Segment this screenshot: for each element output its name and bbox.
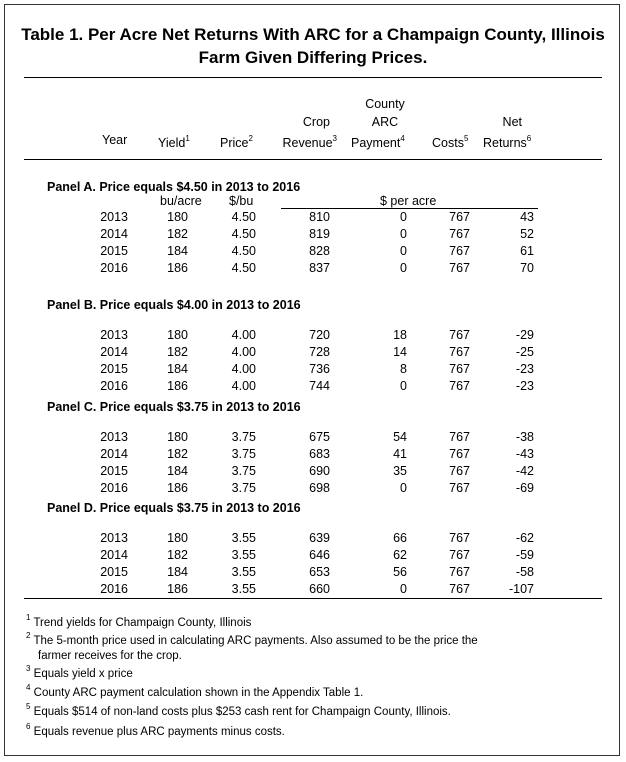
cell-yield: 186 [167,379,188,393]
table-title-line-2: Farm Given Differing Prices. [198,48,428,67]
cell-net-returns: 43 [520,210,534,224]
cell-arc-payment: 0 [400,582,407,596]
cell-year: 2013 [100,430,128,444]
cell-costs: 767 [449,464,470,478]
cell-crop-revenue: 683 [309,447,330,461]
cell-crop-revenue: 837 [309,261,330,275]
cell-net-returns: -23 [515,362,534,376]
cell-arc-payment: 56 [393,565,407,579]
cell-price: 3.55 [231,582,256,596]
cell-arc-payment: 35 [393,464,407,478]
cell-costs: 767 [449,548,470,562]
cell-arc-payment: 66 [393,531,407,545]
unit-yield: bu/acre [160,194,202,208]
panel-a-title: Panel A. Price equals $4.50 in 2013 to 2016 [47,180,301,194]
cell-costs: 767 [449,244,470,258]
cell-crop-revenue: 810 [309,210,330,224]
cell-crop-revenue: 819 [309,227,330,241]
cell-costs: 767 [449,227,470,241]
header-costs: Costs$^5$ [432,134,469,151]
header-year: Year [102,133,128,147]
cell-year: 2015 [100,464,128,478]
cell-net-returns: -42 [515,464,534,478]
footnote-1: $^1$ Trend yields for Champaign County, Illinois [26,613,252,629]
cell-price: 3.75 [231,481,256,495]
unit-per-acre: $ per acre [380,194,437,208]
cell-costs: 767 [449,210,470,224]
cell-crop-revenue: 639 [309,531,330,545]
cell-net-returns: -29 [515,328,534,342]
cell-crop-revenue: 698 [309,481,330,495]
cell-net-returns: 52 [520,227,534,241]
footnote-4: $^4$ County ARC payment calculation shown in the Appendix Table 1. [26,683,364,699]
cell-arc-payment: 0 [400,379,407,393]
cell-net-returns: 70 [520,261,534,275]
cell-net-returns: -69 [515,481,534,495]
cell-crop-revenue: 653 [309,565,330,579]
cell-costs: 767 [449,261,470,275]
footnote-5: $^5$ Equals $514 of non-land costs plus $253 cash rent for Champaign County, Illinois. [26,702,451,718]
cell-year: 2014 [100,447,128,461]
cell-yield: 186 [167,261,188,275]
cell-arc-payment: 0 [400,481,407,495]
footnote-rule [24,598,602,599]
cell-costs: 767 [449,582,470,596]
cell-yield: 182 [167,447,188,461]
cell-year: 2014 [100,548,128,562]
cell-price: 4.50 [231,261,256,275]
cell-arc-payment: 14 [393,345,407,359]
cell-costs: 767 [449,345,470,359]
cell-year: 2015 [100,565,128,579]
cell-year: 2016 [100,379,128,393]
cell-year: 2016 [100,481,128,495]
cell-arc-payment: 62 [393,548,407,562]
cell-yield: 180 [167,531,188,545]
cell-crop-revenue: 720 [309,328,330,342]
cell-yield: 180 [167,430,188,444]
cell-costs: 767 [449,447,470,461]
header-yield: Yield$^1$ [158,134,190,151]
cell-year: 2015 [100,244,128,258]
header-crop-line2: Revenue$^3$ [282,134,337,151]
header-net-line2: Returns$^6$ [483,134,532,151]
cell-yield: 184 [167,565,188,579]
cell-year: 2016 [100,261,128,275]
cell-arc-payment: 8 [400,362,407,376]
header-arc-line1: County [365,97,405,111]
header-arc-line2: ARC [371,115,399,129]
cell-price: 4.00 [231,362,256,376]
cell-yield: 182 [167,548,188,562]
footnote-3: $^3$ Equals yield x price [26,664,133,680]
cell-crop-revenue: 646 [309,548,330,562]
header-price: Price$^2$ [220,134,253,151]
cell-year: 2013 [100,210,128,224]
title-rule [24,77,602,78]
header-crop-line1: Crop [302,115,330,129]
cell-price: 3.55 [231,548,256,562]
cell-price: 4.00 [231,328,256,342]
cell-crop-revenue: 728 [309,345,330,359]
cell-year: 2015 [100,362,128,376]
cell-yield: 184 [167,464,188,478]
cell-yield: 182 [167,345,188,359]
cell-costs: 767 [449,430,470,444]
cell-year: 2016 [100,582,128,596]
cell-price: 3.55 [231,531,256,545]
cell-year: 2014 [100,227,128,241]
cell-crop-revenue: 660 [309,582,330,596]
cell-arc-payment: 0 [400,210,407,224]
cell-price: 3.55 [231,565,256,579]
table-title-line-1: Table 1. Per Acre Net Returns With ARC for a Champaign County, Illinois [21,25,605,44]
cell-arc-payment: 41 [393,447,407,461]
cell-costs: 767 [449,531,470,545]
cell-crop-revenue: 736 [309,362,330,376]
cell-price: 3.75 [231,464,256,478]
cell-price: 3.75 [231,430,256,444]
cell-price: 3.75 [231,447,256,461]
cell-net-returns: -38 [515,430,534,444]
cell-net-returns: -107 [508,582,534,596]
cell-yield: 180 [167,210,188,224]
cell-yield: 184 [167,244,188,258]
cell-arc-payment: 0 [400,261,407,275]
cell-net-returns: -43 [515,447,534,461]
cell-costs: 767 [449,565,470,579]
cell-yield: 184 [167,362,188,376]
cell-price: 4.50 [231,244,256,258]
cell-costs: 767 [449,379,470,393]
cell-price: 4.00 [231,379,256,393]
panel-b-title: Panel B. Price equals $4.00 in 2013 to 2016 [47,298,301,312]
cell-costs: 767 [449,328,470,342]
cell-arc-payment: 0 [400,244,407,258]
cell-net-returns: -23 [515,379,534,393]
cell-arc-payment: 0 [400,227,407,241]
cell-costs: 767 [449,481,470,495]
cell-year: 2014 [100,345,128,359]
panel-c-title: Panel C. Price equals $3.75 in 2013 to 2016 [47,400,301,414]
cell-yield: 180 [167,328,188,342]
header-arc-line3: Payment$^4$ [351,134,405,151]
cell-price: 4.50 [231,227,256,241]
cell-net-returns: -62 [515,531,534,545]
cell-arc-payment: 54 [393,430,407,444]
cell-costs: 767 [449,362,470,376]
unit-price: $/bu [229,194,254,208]
footnote-6: $^6$ Equals revenue plus ARC payments minus costs. [26,722,285,738]
cell-price: 4.00 [231,345,256,359]
cell-yield: 186 [167,582,188,596]
cell-year: 2013 [100,531,128,545]
cell-yield: 186 [167,481,188,495]
header-net-line1: Net [502,115,522,129]
cell-crop-revenue: 828 [309,244,330,258]
header-rule [24,159,602,160]
cell-arc-payment: 18 [393,328,407,342]
cell-net-returns: 61 [520,244,534,258]
cell-yield: 182 [167,227,188,241]
cell-crop-revenue: 690 [309,464,330,478]
cell-crop-revenue: 675 [309,430,330,444]
cell-crop-revenue: 744 [309,379,330,393]
cell-price: 4.50 [231,210,256,224]
cell-net-returns: -25 [515,345,534,359]
cell-year: 2013 [100,328,128,342]
panel-d-title: Panel D. Price equals $3.75 in 2013 to 2016 [47,501,301,515]
cell-net-returns: -59 [515,548,534,562]
footnote-2: $^2$ The 5-month price used in calculating ARC payments. Also assumed to be the price the farmer receives for the crop. [26,631,478,662]
cell-net-returns: -58 [515,565,534,579]
